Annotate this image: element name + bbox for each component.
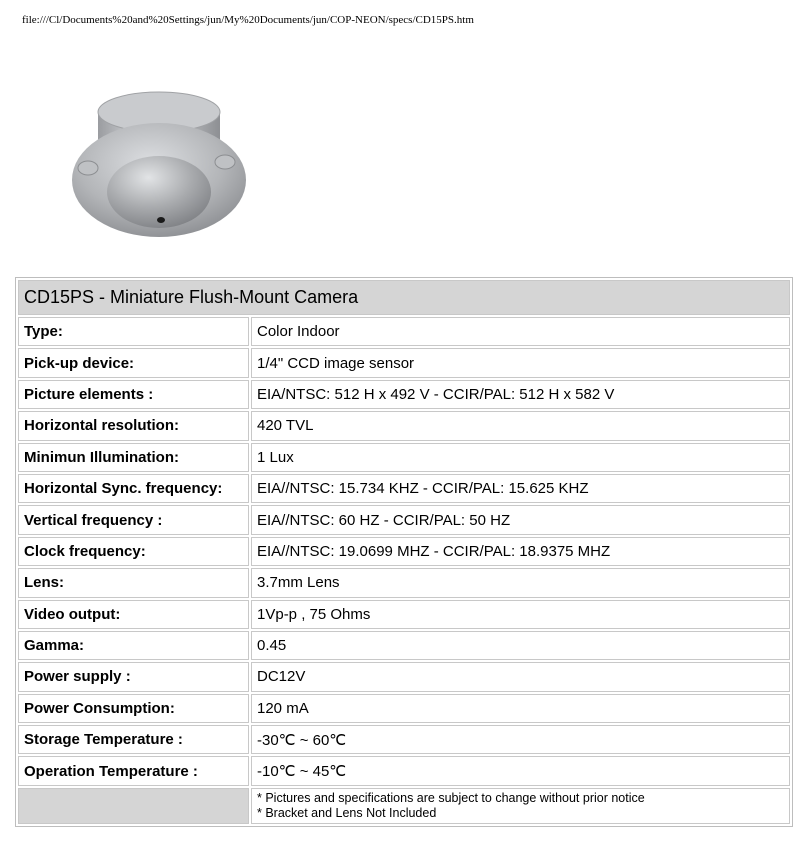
spec-value: 0.45 [251,631,790,660]
spec-value: 420 TVL [251,411,790,440]
table-row [18,348,790,377]
page-url: file:///Cl/Documents%20and%20Settings/jun/My%20Documents/jun/COP-NEON/specs/CD15PS.htm [22,14,474,26]
table-row [18,474,790,503]
spec-label: Gamma: [18,631,249,660]
spec-value: EIA//NTSC: 60 HZ - CCIR/PAL: 50 HZ [251,505,790,534]
table-row [18,694,790,723]
spec-label: Pick-up device: [18,348,249,377]
spec-value: DC12V [251,662,790,691]
spec-label: Vertical frequency : [18,505,249,534]
flush-mount-camera-icon [60,80,260,250]
spec-label: Horizontal Sync. frequency: [18,474,249,503]
notes-cell [251,788,790,824]
spec-value: -10℃ ~ 45℃ [251,756,790,785]
table-row [18,600,790,629]
spec-value: 1/4" CCD image sensor [251,348,790,377]
table-title: CD15PS - Miniature Flush-Mount Camera [18,280,790,315]
table-row [18,537,790,566]
spec-value: EIA//NTSC: 15.734 KHZ - CCIR/PAL: 15.625 KHZ [251,474,790,503]
table-row [18,505,790,534]
table-row [18,443,790,472]
spec-label: Power Consumption: [18,694,249,723]
spec-value: EIA//NTSC: 19.0699 MHZ - CCIR/PAL: 18.9375 MHZ [251,537,790,566]
spec-value: 3.7mm Lens [251,568,790,597]
table-row [18,411,790,440]
table-row [18,317,790,346]
table-row [18,631,790,660]
spec-table [15,277,793,827]
spec-label: Minimun Illumination: [18,443,249,472]
spec-label: Lens: [18,568,249,597]
spec-label: Power supply : [18,662,249,691]
spec-value: -30℃ ~ 60℃ [251,725,790,754]
notes-spacer [18,788,249,824]
product-photo [60,80,260,250]
table-row [18,725,790,754]
table-row [18,568,790,597]
note-line: * Pictures and specifications are subject to change without prior notice [257,790,645,805]
spec-value: EIA/NTSC: 512 H x 492 V - CCIR/PAL: 512 H x 582 V [251,380,790,409]
spec-label: Type: [18,317,249,346]
table-row [18,380,790,409]
spec-value: 120 mA [251,694,790,723]
notes-row [18,788,790,824]
spec-value: Color Indoor [251,317,790,346]
table-row [18,756,790,785]
spec-label: Video output: [18,600,249,629]
spec-value: 1 Lux [251,443,790,472]
spec-label: Clock frequency: [18,537,249,566]
spec-label: Picture elements : [18,380,249,409]
spec-label: Operation Temperature : [18,756,249,785]
spec-value: 1Vp-p , 75 Ohms [251,600,790,629]
note-line: * Bracket and Lens Not Included [257,805,437,820]
spec-label: Horizontal resolution: [18,411,249,440]
table-row [18,662,790,691]
spec-label: Storage Temperature : [18,725,249,754]
